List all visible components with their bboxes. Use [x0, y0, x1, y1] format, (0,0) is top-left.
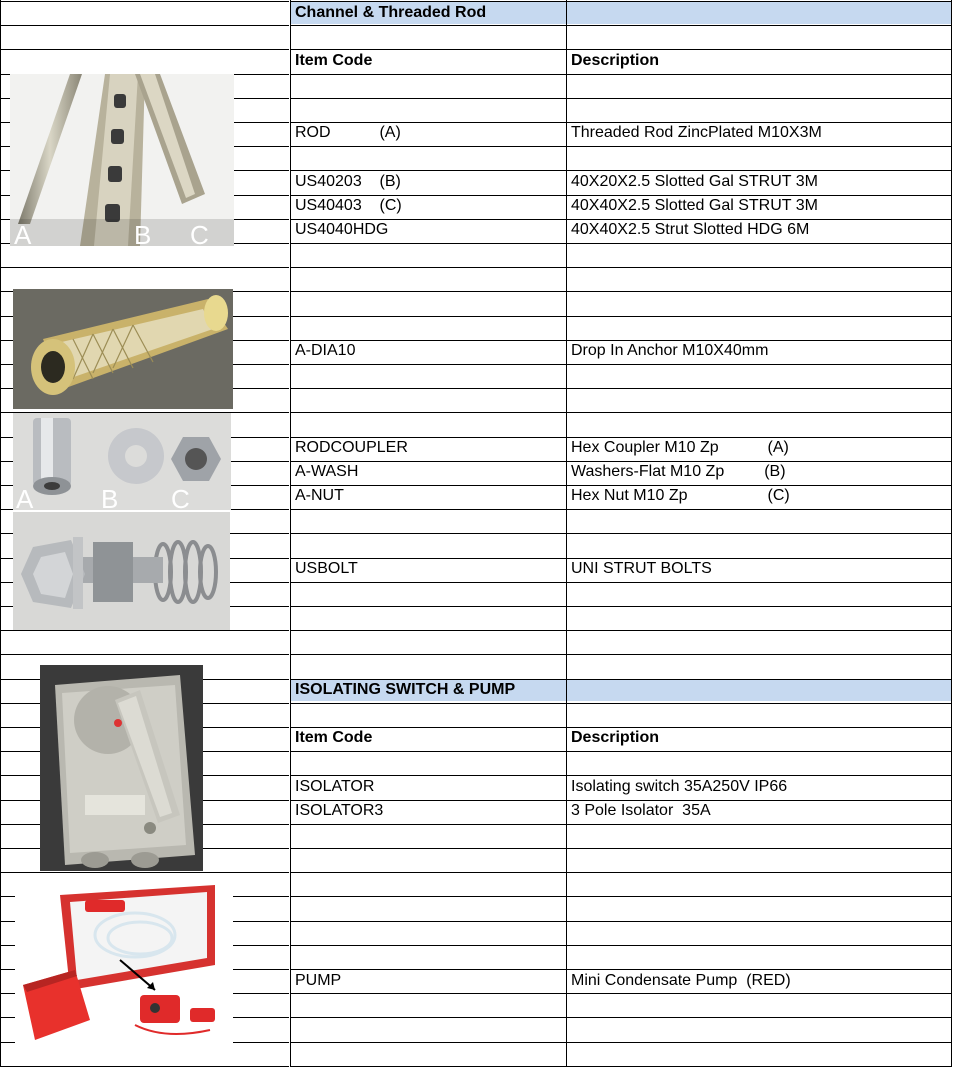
channel-rod-photo	[10, 74, 234, 246]
item-description: Threaded Rod ZincPlated M10X3M	[571, 124, 822, 141]
photo-label-b: B	[101, 484, 119, 510]
item-code: A-DIA10	[295, 342, 356, 359]
section-title: ISOLATING SWITCH & PUMP	[295, 681, 516, 698]
item-description: 40X40X2.5 Slotted Gal STRUT 3M	[571, 197, 818, 214]
column-header-description: Description	[571, 729, 660, 746]
item-code: A-NUT	[295, 487, 344, 504]
item-code: PUMP	[295, 972, 342, 989]
section-title: Channel & Threaded Rod	[295, 4, 487, 21]
condensate-pump-photo	[15, 880, 233, 1052]
item-code: US40403 (C)	[295, 197, 402, 214]
item-description: Isolating switch 35A250V IP66	[571, 778, 788, 795]
photo-label-c: C	[171, 484, 190, 510]
column-header-item-code: Item Code	[295, 52, 373, 69]
coupler-washer-nut-photo	[13, 413, 231, 510]
column-header-description: Description	[571, 52, 660, 69]
item-code: US40203 (B)	[295, 173, 401, 190]
item-description: Mini Condensate Pump (RED)	[571, 972, 791, 989]
photo-label-c: C	[190, 220, 209, 246]
item-code: RODCOUPLER	[295, 439, 408, 456]
item-code: USBOLT	[295, 560, 358, 577]
photo-label-a: A	[14, 220, 32, 246]
item-code: US4040HDG	[295, 221, 389, 238]
item-description: Hex Nut M10 Zp (C)	[571, 487, 790, 504]
item-description: 40X40X2.5 Strut Slotted HDG 6M	[571, 221, 810, 238]
item-description: 3 Pole Isolator 35A	[571, 802, 711, 819]
item-description: UNI STRUT BOLTS	[571, 560, 712, 577]
item-code: ROD (A)	[295, 124, 401, 141]
item-code: A-WASH	[295, 463, 359, 480]
photo-label-b: B	[134, 220, 152, 246]
unistrut-bolt-photo	[13, 512, 230, 630]
item-description: Hex Coupler M10 Zp (A)	[571, 439, 789, 456]
item-description: 40X20X2.5 Slotted Gal STRUT 3M	[571, 173, 818, 190]
item-description: Drop In Anchor M10X40mm	[571, 342, 769, 359]
item-description: Washers-Flat M10 Zp (B)	[571, 463, 786, 480]
photo-label-a: A	[16, 484, 34, 510]
item-code: ISOLATOR	[295, 778, 375, 795]
column-header-item-code: Item Code	[295, 729, 373, 746]
item-code: ISOLATOR3	[295, 802, 384, 819]
isolating-switch-photo	[40, 665, 203, 871]
drop-in-anchor-photo	[13, 289, 233, 409]
